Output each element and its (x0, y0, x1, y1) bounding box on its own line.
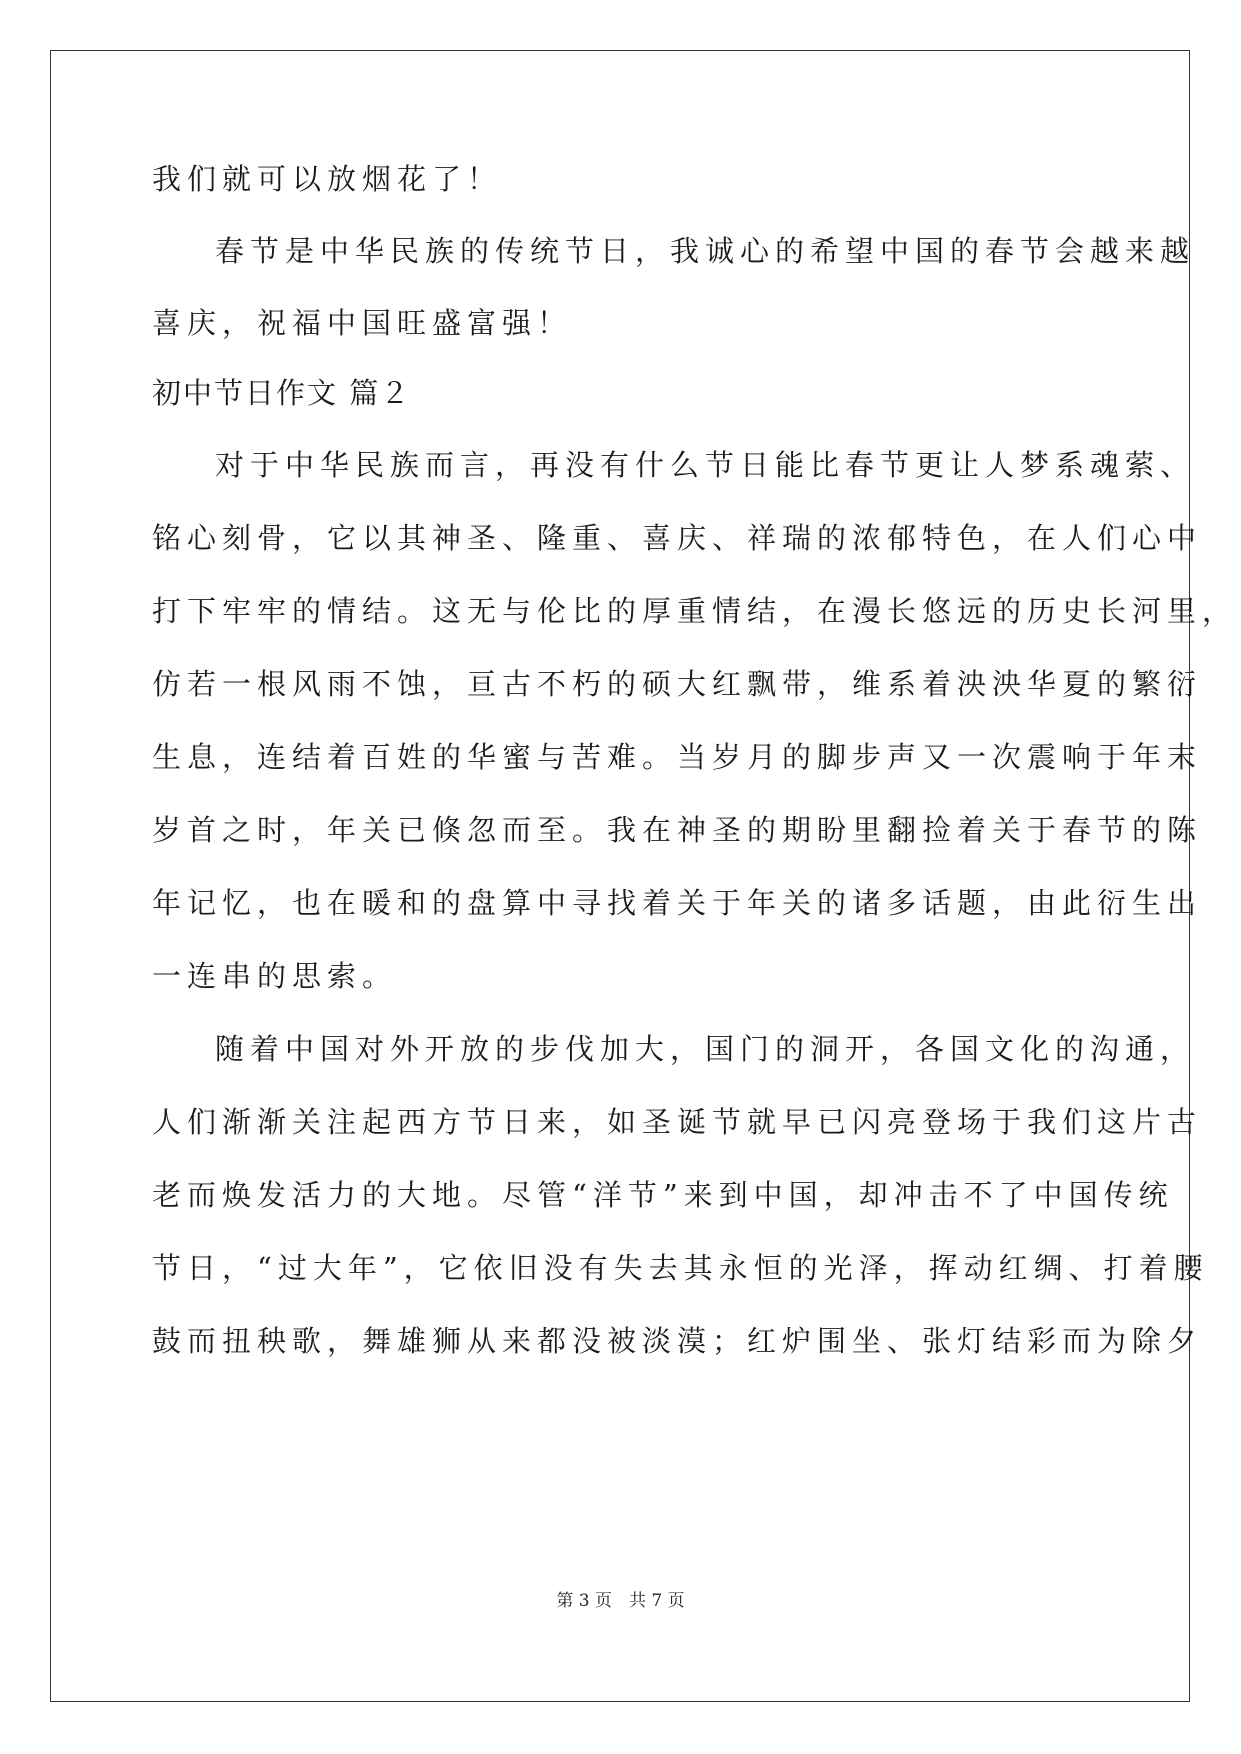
paragraph-line: 岁首之时，年关已倏忽而至。我在神圣的期盼里翻捡着关于春节的陈 (152, 813, 1203, 847)
paragraph-line: 年记忆，也在暖和的盘算中寻找着关于年关的诸多话题，由此衍生出 (152, 886, 1203, 920)
paragraph-line: 鼓而扭秧歌，舞雄狮从来都没被淡漠；红炉围坐、张灯结彩而为除夕 (152, 1324, 1203, 1358)
paragraph-line: 老而焕发活力的大地。尽管“洋节”来到中国，却冲击不了中国传统 (152, 1178, 1174, 1212)
paragraph-line: 生息，连结着百姓的华蜜与苦难。当岁月的脚步声又一次震响于年末 (152, 740, 1203, 774)
paragraph-line: 仿若一根风雨不蚀，亘古不朽的硕大红飘带，维系着泱泱华夏的繁衍 (152, 667, 1203, 701)
paragraph-line: 春节是中华民族的传统节日，我诚心的希望中国的春节会越来越 (215, 234, 1196, 268)
paragraph-line: 喜庆，祝福中国旺盛富强！ (152, 306, 573, 340)
paragraph-line: 打下牢牢的情结。这无与伦比的厚重情结，在漫长悠远的历史长河里， (152, 594, 1238, 628)
paragraph-line: 对于中华民族而言，再没有什么节日能比春节更让人梦系魂萦、 (215, 448, 1196, 482)
paragraph-line: 铭心刻骨，它以其神圣、隆重、喜庆、祥瑞的浓郁特色，在人们心中 (152, 521, 1203, 555)
page-frame (50, 50, 1190, 1702)
section-heading: 初中节日作文 篇２ (152, 376, 412, 410)
paragraph-line: 我们就可以放烟花了！ (152, 162, 503, 196)
page-number-footer: 第 3 页 共 7 页 (556, 1591, 685, 1611)
paragraph-line: 随着中国对外开放的步伐加大，国门的洞开，各国文化的沟通， (215, 1032, 1196, 1066)
paragraph-line: 节日，“过大年”，它依旧没有失去其永恒的光泽，挥动红绸、打着腰 (152, 1251, 1209, 1285)
paragraph-line: 一连串的思索。 (152, 959, 398, 993)
paragraph-line: 人们渐渐关注起西方节日来，如圣诞节就早已闪亮登场于我们这片古 (152, 1105, 1203, 1139)
